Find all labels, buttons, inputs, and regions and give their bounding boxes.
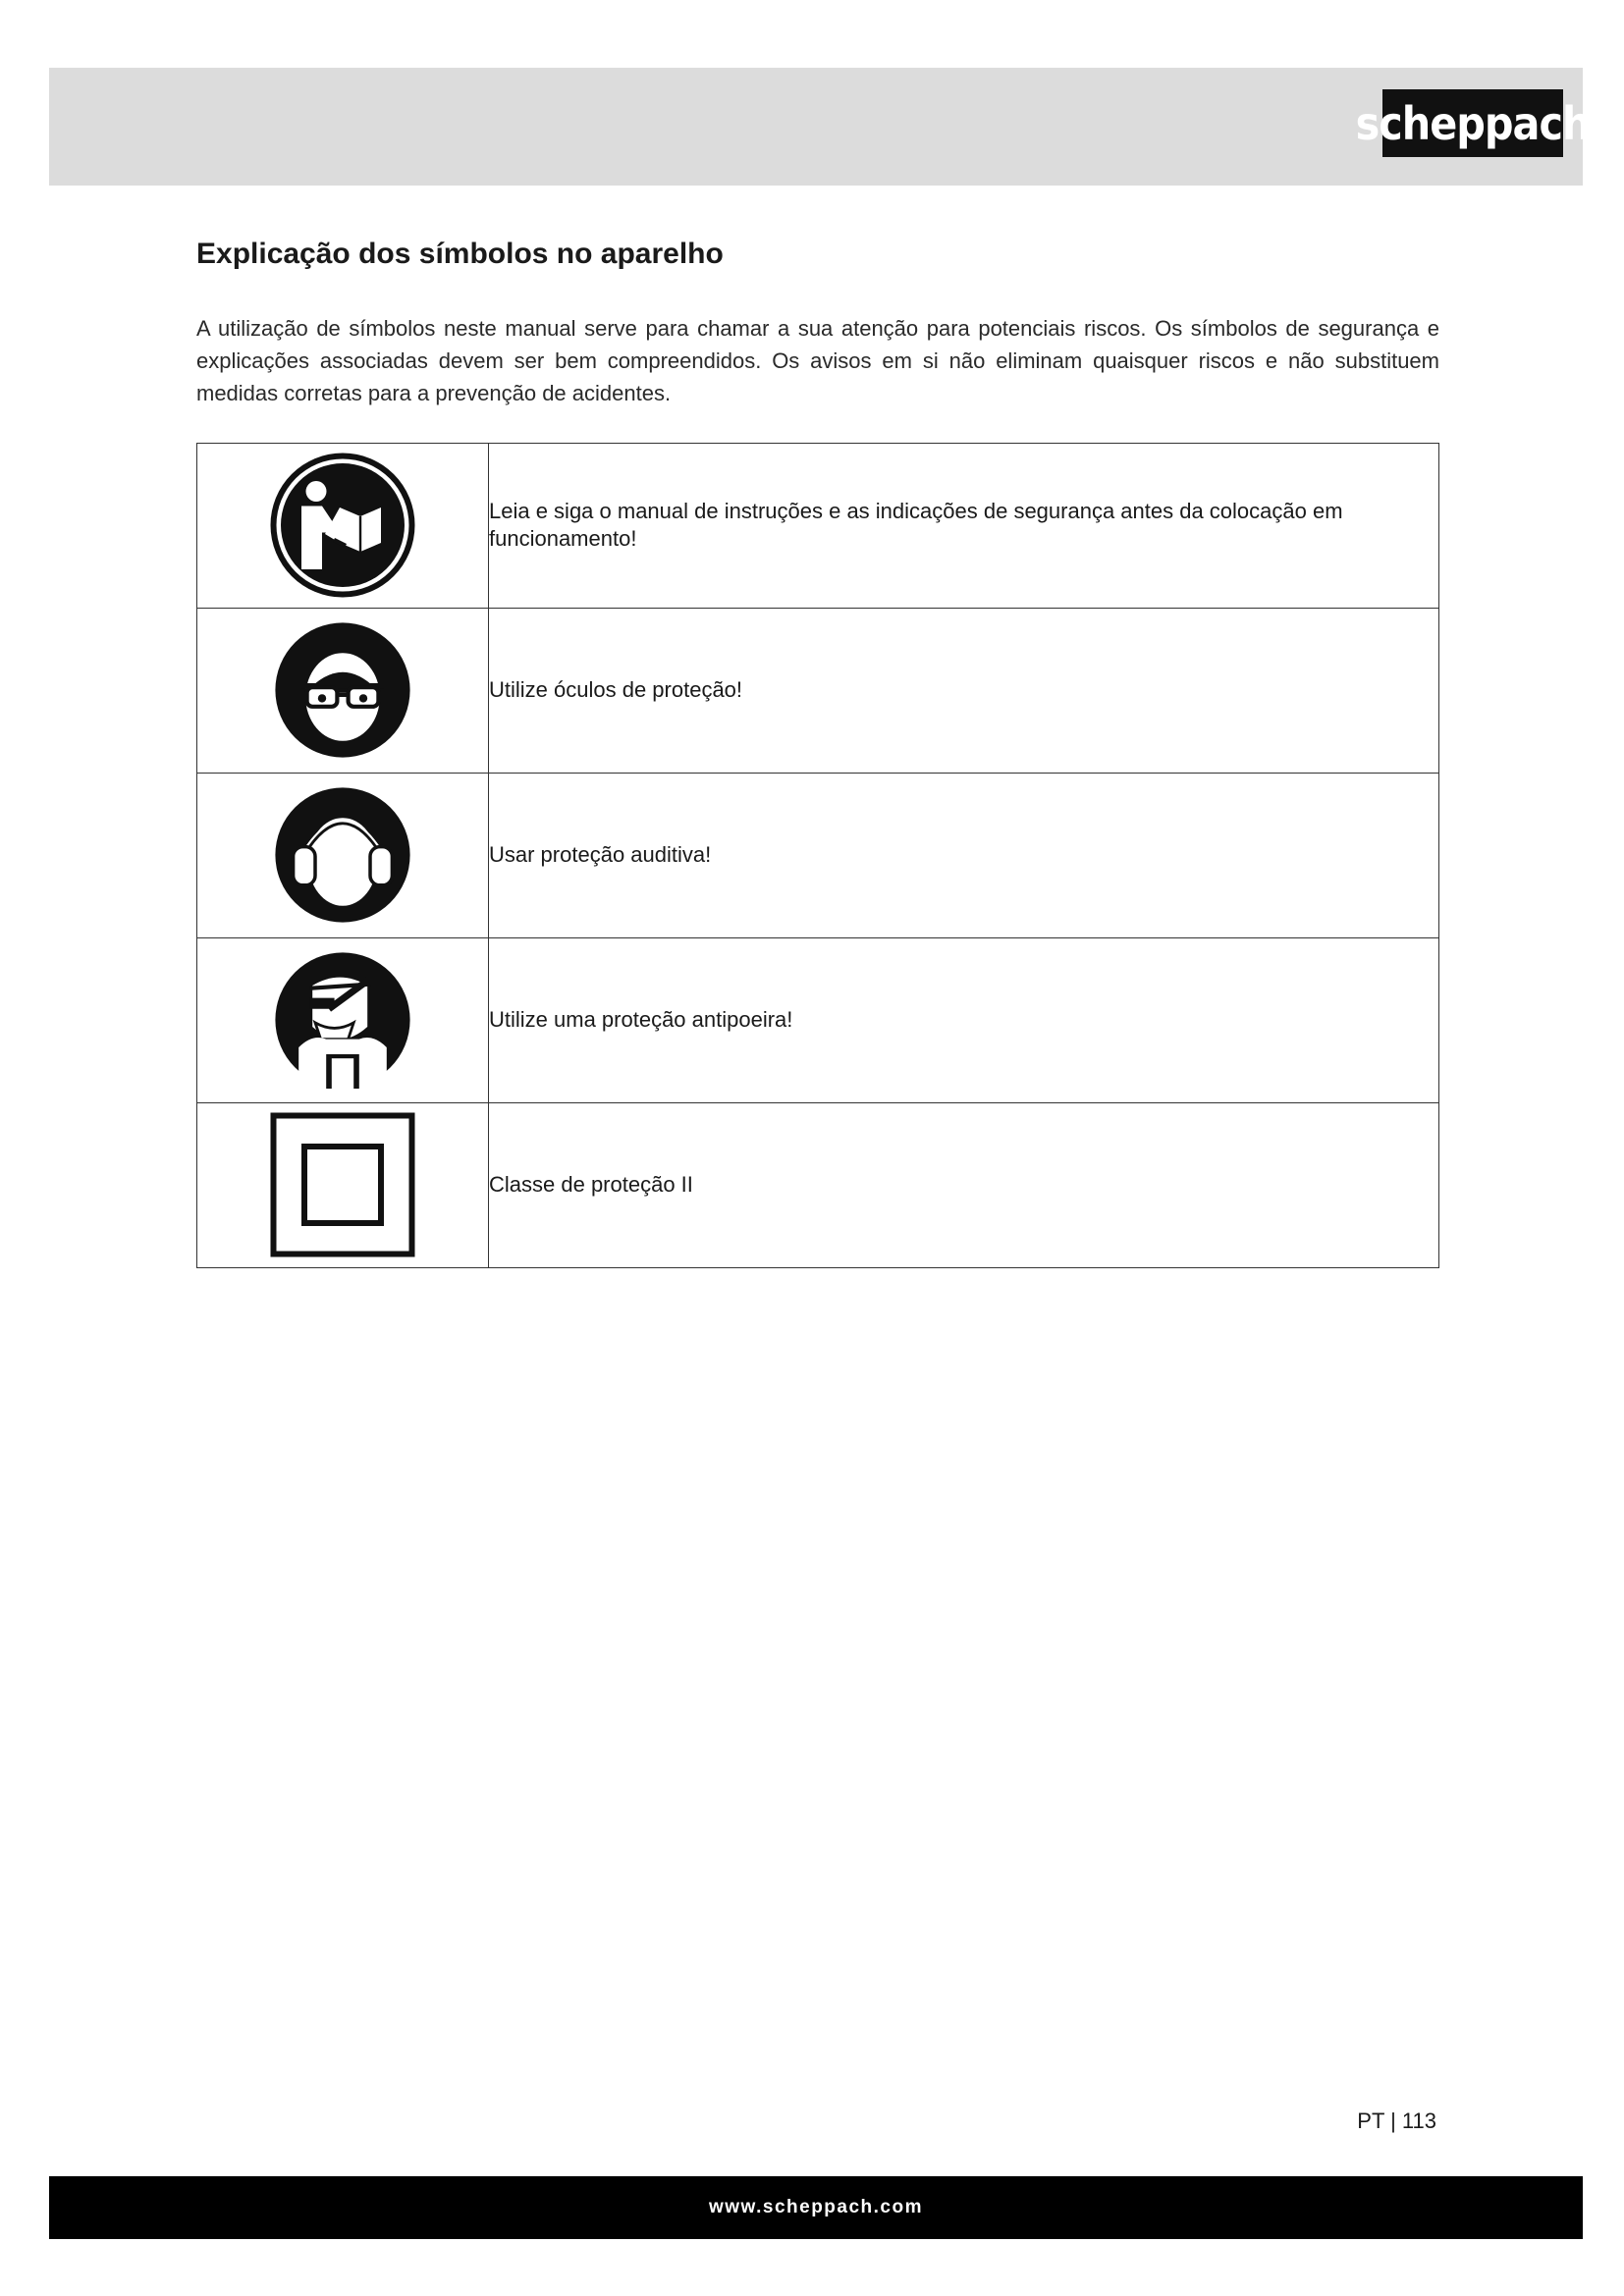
brand-logo <box>1355 89 1591 157</box>
table-row <box>197 443 1439 608</box>
header-band <box>49 68 1591 186</box>
dust-mask-icon <box>274 951 411 1089</box>
intro-paragraph: A utilização de símbolos neste manual serve para chamar a sua atenção para potenciais riscos. Os símbolos de segurança e explicações associadas devem ser bem compreendidos. Os avisos em si não eliminam quaisquer riscos e não substituem medidas corretas para a prevenção de acidentes. <box>196 315 1439 405</box>
symbol-description: Leia e siga o manual de instruções e as indicações de segurança antes da colocação em funcionamento! <box>489 443 1439 608</box>
footer-url-link[interactable]: www.scheppach.com <box>708 2197 923 2217</box>
icon-cell <box>197 608 489 773</box>
table-row <box>197 1102 1439 1267</box>
read-manual-icon <box>269 452 416 599</box>
symbol-description: Classe de proteção II <box>489 1102 1439 1267</box>
symbol-description: Utilize uma proteção antipoeira! <box>489 937 1439 1102</box>
table-row <box>197 937 1439 1102</box>
icon-cell <box>197 1102 489 1267</box>
icon-cell <box>197 937 489 1102</box>
symbols-table <box>196 443 1439 1268</box>
symbol-description: Usar proteção auditiva! <box>489 773 1439 937</box>
icon-cell <box>197 443 489 608</box>
icon-cell <box>197 773 489 937</box>
table-row <box>197 773 1439 937</box>
page-title: Explicação dos símbolos no aparelho <box>196 238 724 270</box>
footer-band <box>49 2176 1583 2239</box>
table-row <box>197 608 1439 773</box>
safety-goggles-icon <box>274 621 411 759</box>
ear-protection-icon <box>274 786 411 924</box>
main-content <box>196 236 1439 1268</box>
page-number: PT | 113 <box>1357 2109 1436 2133</box>
logo-text: scheppach <box>1355 96 1591 150</box>
protection-class-ii-icon <box>269 1111 416 1258</box>
symbol-description: Utilize óculos de proteção! <box>489 608 1439 773</box>
